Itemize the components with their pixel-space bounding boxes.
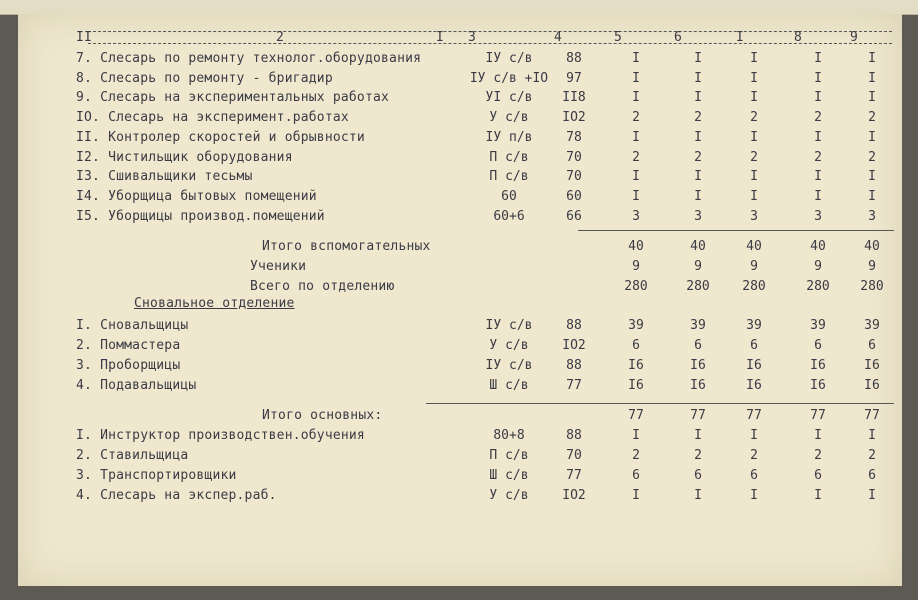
row-value: 3 [632, 208, 640, 224]
row-name: 4. Подавальщицы [76, 378, 197, 393]
row-value: I [632, 188, 640, 204]
header-rule-top [88, 31, 892, 33]
row-grade: У с/в [489, 110, 529, 126]
row-grade: IУ с/в +IO [469, 70, 549, 86]
header-col-number: 3 [468, 30, 477, 45]
row-value: I [694, 428, 702, 443]
row-grade: УI с/в [485, 90, 533, 106]
row-rate: 77 [566, 468, 582, 483]
row-value: I [632, 90, 640, 106]
subtotal-value: 77 [864, 408, 880, 423]
subtotal-rule [426, 403, 894, 404]
subtotal-label: Итого основных: [262, 408, 383, 423]
row-value: 2 [694, 149, 702, 165]
row-rate: 66 [566, 208, 582, 224]
row-value: 2 [632, 448, 640, 463]
row-rate: 60 [566, 188, 582, 204]
row-rate: IO2 [562, 338, 586, 353]
row-value: 6 [632, 468, 640, 483]
row-name: 9. Слесарь на экспериментальных работах [76, 90, 390, 106]
total-value: 280 [624, 279, 648, 294]
previous-page-edge [0, 0, 918, 15]
row-value: I [694, 129, 702, 145]
total-value: 9 [868, 259, 876, 274]
total-rule [578, 230, 894, 231]
header-col-number: I [436, 30, 445, 45]
row-value: I [814, 428, 822, 443]
row-rate: II8 [562, 90, 586, 106]
row-value: I6 [690, 378, 706, 393]
row-grade: Ш с/в [489, 378, 529, 393]
row-value: I [814, 188, 822, 204]
row-value: I6 [628, 378, 644, 393]
row-value: 2 [868, 149, 876, 165]
row-value: I [750, 129, 758, 145]
row-value: I6 [746, 358, 762, 373]
row-value: I [868, 70, 876, 86]
row-rate: 70 [566, 149, 582, 165]
row-value: I [868, 188, 876, 204]
total-value: 9 [750, 259, 758, 274]
row-value: 39 [864, 318, 880, 333]
row-value: I [814, 129, 822, 145]
total-value: 9 [694, 259, 702, 274]
row-value: 39 [810, 318, 826, 333]
row-value: I [814, 169, 822, 185]
subtotal-value: 77 [810, 408, 826, 423]
row-value: 6 [632, 338, 640, 353]
row-value: I [750, 51, 758, 66]
row-grade: IУ п/в [485, 129, 533, 145]
row-value: I6 [864, 378, 880, 393]
row-value: I [868, 129, 876, 145]
row-value: 2 [750, 149, 758, 165]
row-value: I [750, 488, 758, 503]
row-name: I3. Сшивальщики тесьмы [76, 169, 253, 185]
row-value: 3 [750, 208, 758, 224]
row-value: I [814, 70, 822, 86]
row-value: 2 [814, 149, 822, 165]
total-value: 9 [632, 259, 640, 274]
row-value: I6 [810, 358, 826, 373]
header-col-number: 8 [794, 30, 803, 45]
row-value: 2 [868, 448, 876, 463]
row-value: 39 [628, 318, 644, 333]
row-value: I [694, 488, 702, 503]
row-value: 6 [868, 468, 876, 483]
row-value: 3 [694, 208, 702, 224]
row-rate: 88 [566, 358, 582, 373]
row-rate: IO2 [562, 110, 586, 126]
row-rate: 88 [566, 51, 582, 66]
row-grade: П с/в [489, 169, 529, 185]
row-rate: 97 [566, 70, 582, 86]
row-grade: 60 [501, 188, 517, 204]
total-value: 280 [860, 279, 884, 294]
row-grade: У с/в [489, 338, 529, 353]
row-value: 6 [750, 338, 758, 353]
total-label: Итого вспомогательных [262, 239, 431, 254]
header-col-number: II [76, 30, 93, 45]
row-value: 6 [694, 338, 702, 353]
row-value: I [632, 428, 640, 443]
row-name: I. Сновальщицы [76, 318, 189, 333]
row-name: 2. Поммастера [76, 338, 181, 353]
header-col-number: 6 [674, 30, 683, 45]
row-grade: 80+8 [493, 428, 525, 443]
row-name: 2. Ставильщица [76, 448, 189, 463]
row-value: 2 [694, 110, 702, 126]
row-value: I [632, 70, 640, 86]
row-value: I [750, 169, 758, 185]
row-value: 39 [746, 318, 762, 333]
row-name: I4. Уборщица бытовых помещений [76, 188, 317, 204]
total-value: 9 [814, 259, 822, 274]
row-name: 4. Слесарь на экспер.раб. [76, 488, 277, 503]
row-value: 2 [632, 149, 640, 165]
row-value: 2 [694, 448, 702, 463]
header-col-number: 9 [850, 30, 859, 45]
row-value: I [750, 188, 758, 204]
row-grade: IУ с/в [485, 358, 533, 373]
subtotal-value: 77 [690, 408, 706, 423]
total-value: 280 [806, 279, 830, 294]
row-value: I6 [810, 378, 826, 393]
header-col-number: 4 [554, 30, 563, 45]
row-rate: 77 [566, 378, 582, 393]
row-value: 2 [750, 448, 758, 463]
row-value: I [694, 51, 702, 66]
row-rate: IO2 [562, 488, 586, 503]
section-title: Сновальное отделение [134, 296, 295, 311]
header-col-number: 2 [276, 30, 285, 45]
row-value: I [750, 70, 758, 86]
total-label: Ученики [250, 259, 307, 274]
row-name: 3. Проборщицы [76, 358, 181, 373]
row-grade: П с/в [489, 448, 529, 463]
row-name: IO. Слесарь на эксперимент.работах [76, 110, 349, 126]
row-value: 2 [814, 448, 822, 463]
row-value: I [750, 90, 758, 106]
row-value: 2 [814, 110, 822, 126]
row-value: I [632, 169, 640, 185]
total-value: 280 [686, 279, 710, 294]
total-value: 40 [628, 239, 644, 254]
row-value: I [632, 129, 640, 145]
row-value: I [694, 188, 702, 204]
header-rule-bottom [88, 43, 892, 45]
row-grade: П с/в [489, 149, 529, 165]
row-value: I [868, 428, 876, 443]
row-value: I [632, 488, 640, 503]
row-value: I [868, 169, 876, 185]
row-grade: 60+6 [493, 208, 525, 224]
subtotal-value: 77 [628, 408, 644, 423]
row-rate: 88 [566, 428, 582, 443]
total-label: Всего по отделению [250, 279, 395, 294]
row-value: 6 [868, 338, 876, 353]
row-value: I [694, 70, 702, 86]
row-name: 3. Транспортировщики [76, 468, 237, 483]
row-value: I [814, 90, 822, 106]
row-name: I5. Уборщицы производ.помещений [76, 208, 325, 224]
row-name: I2. Чистильщик оборудования [76, 149, 293, 165]
row-value: 2 [868, 110, 876, 126]
row-grade: IУ с/в [485, 318, 533, 333]
row-value: 6 [814, 338, 822, 353]
total-value: 40 [864, 239, 880, 254]
row-value: I6 [864, 358, 880, 373]
row-value: I6 [690, 358, 706, 373]
header-col-number: 5 [614, 30, 623, 45]
row-value: 39 [690, 318, 706, 333]
row-name: II. Контролер скоростей и обрывности [76, 129, 365, 145]
row-grade: IУ с/в [485, 51, 533, 66]
row-value: I [868, 90, 876, 106]
row-value: 3 [868, 208, 876, 224]
row-grade: Ш с/в [489, 468, 529, 483]
row-value: I [632, 51, 640, 66]
row-value: I [868, 488, 876, 503]
row-value: I [750, 428, 758, 443]
row-rate: 70 [566, 448, 582, 463]
row-rate: 88 [566, 318, 582, 333]
row-value: I6 [746, 378, 762, 393]
row-name: 8. Слесарь по ремонту - бригадир [76, 70, 333, 86]
total-value: 40 [690, 239, 706, 254]
subtotal-value: 77 [746, 408, 762, 423]
row-value: I6 [628, 358, 644, 373]
row-rate: 78 [566, 129, 582, 145]
row-rate: 70 [566, 169, 582, 185]
document-page [18, 14, 902, 586]
total-value: 280 [742, 279, 766, 294]
header-col-number: I [736, 30, 745, 45]
total-value: 40 [810, 239, 826, 254]
row-grade: У с/в [489, 488, 529, 503]
row-name: 7. Слесарь по ремонту технолог.оборудования [76, 51, 422, 66]
row-value: I [694, 169, 702, 185]
row-value: 6 [694, 468, 702, 483]
row-name: I. Инструктор производствен.обучения [76, 428, 365, 443]
row-value: 3 [814, 208, 822, 224]
row-value: I [694, 90, 702, 106]
row-value: I [868, 51, 876, 66]
row-value: I [814, 51, 822, 66]
row-value: I [814, 488, 822, 503]
row-value: 6 [750, 468, 758, 483]
total-value: 40 [746, 239, 762, 254]
row-value: 2 [750, 110, 758, 126]
row-value: 2 [632, 110, 640, 126]
row-value: 6 [814, 468, 822, 483]
